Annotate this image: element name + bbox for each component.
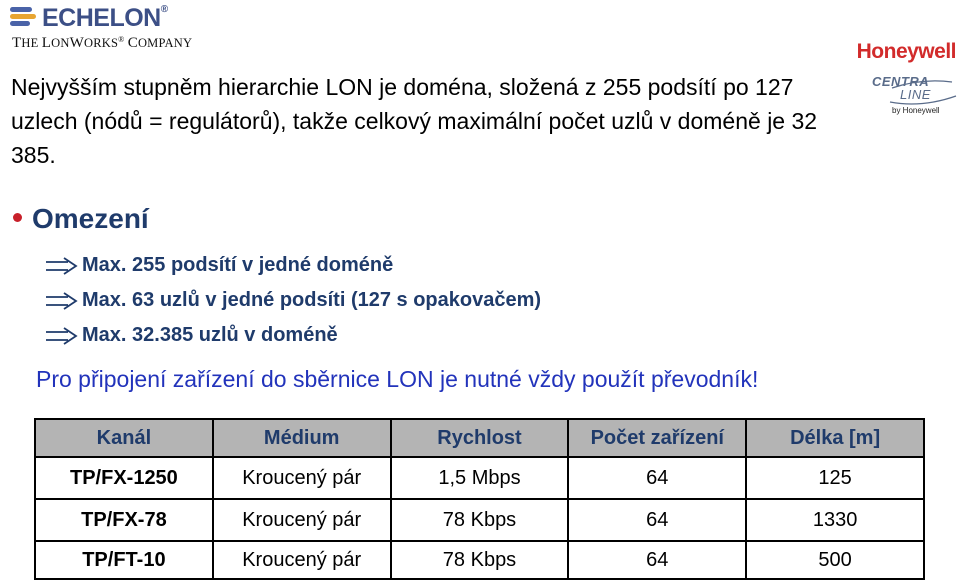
list-item-label: Max. 255 podsítí v jedné doméně	[82, 254, 394, 276]
table-cell: TP/FX-78	[35, 499, 213, 541]
table-cell: 500	[746, 541, 924, 579]
table-cell: 64	[568, 541, 746, 579]
echelon-tagline: THE LONWORKS® COMPANY	[12, 35, 193, 51]
list-item-label: Max. 63 uzlů v jedné podsíti (127 s opakovačem)	[82, 289, 542, 311]
list-item	[44, 324, 338, 347]
table-cell: Kroucený pár	[213, 499, 391, 541]
column-header-rychlost: Rychlost	[391, 419, 569, 457]
column-header-kanal: Kanál	[35, 419, 213, 457]
bullet-dot-icon	[13, 213, 22, 222]
section-heading	[13, 203, 149, 235]
double-arrow-icon	[44, 291, 80, 311]
table-header-row	[35, 419, 924, 457]
table-row	[35, 541, 924, 579]
table-cell: 64	[568, 457, 746, 499]
column-header-delka: Délka [m]	[746, 419, 924, 457]
double-arrow-icon	[44, 256, 80, 276]
list-item-label: Max. 32.385 uzlů v doméně	[82, 324, 338, 346]
centraline-line: LINE	[900, 87, 931, 102]
echelon-logo	[10, 2, 193, 52]
column-header-pocet: Počet zařízení	[568, 419, 746, 457]
table-cell: 1,5 Mbps	[391, 457, 569, 499]
table-row	[35, 457, 924, 499]
channel-table	[34, 418, 925, 580]
table-cell: TP/FT-10	[35, 541, 213, 579]
list-item	[44, 254, 393, 277]
table-cell: 1330	[746, 499, 924, 541]
list-item	[44, 289, 541, 312]
centraline-logo	[872, 74, 958, 118]
echelon-wordmark: ECHELON®	[42, 4, 168, 32]
table-cell: Kroucený pár	[213, 457, 391, 499]
centraline-by-honeywell: by Honeywell	[892, 106, 940, 115]
table-cell: TP/FX-1250	[35, 457, 213, 499]
table-cell: 78 Kbps	[391, 499, 569, 541]
table-cell: 64	[568, 499, 746, 541]
note-text: Pro připojení zařízení do sběrnice LON je nutné vždy použít převodník!	[36, 366, 759, 392]
section-heading-label: Omezení	[32, 203, 149, 234]
column-header-medium: Médium	[213, 419, 391, 457]
table-cell: 125	[746, 457, 924, 499]
table-cell: 78 Kbps	[391, 541, 569, 579]
double-arrow-icon	[44, 326, 80, 346]
echelon-mark-icon	[10, 7, 36, 29]
table-row	[35, 499, 924, 541]
honeywell-logo: Honeywell	[856, 40, 956, 63]
centraline-centra: CENTRA	[872, 74, 930, 89]
table-cell: Kroucený pár	[213, 541, 391, 579]
intro-paragraph: Nejvyšším stupněm hierarchie LON je doména, složená z 255 podsítí po 127 uzlech (nódů = regulátorů), takže celkový maximální počet uzlů v doméně je 32 385.	[11, 74, 818, 168]
